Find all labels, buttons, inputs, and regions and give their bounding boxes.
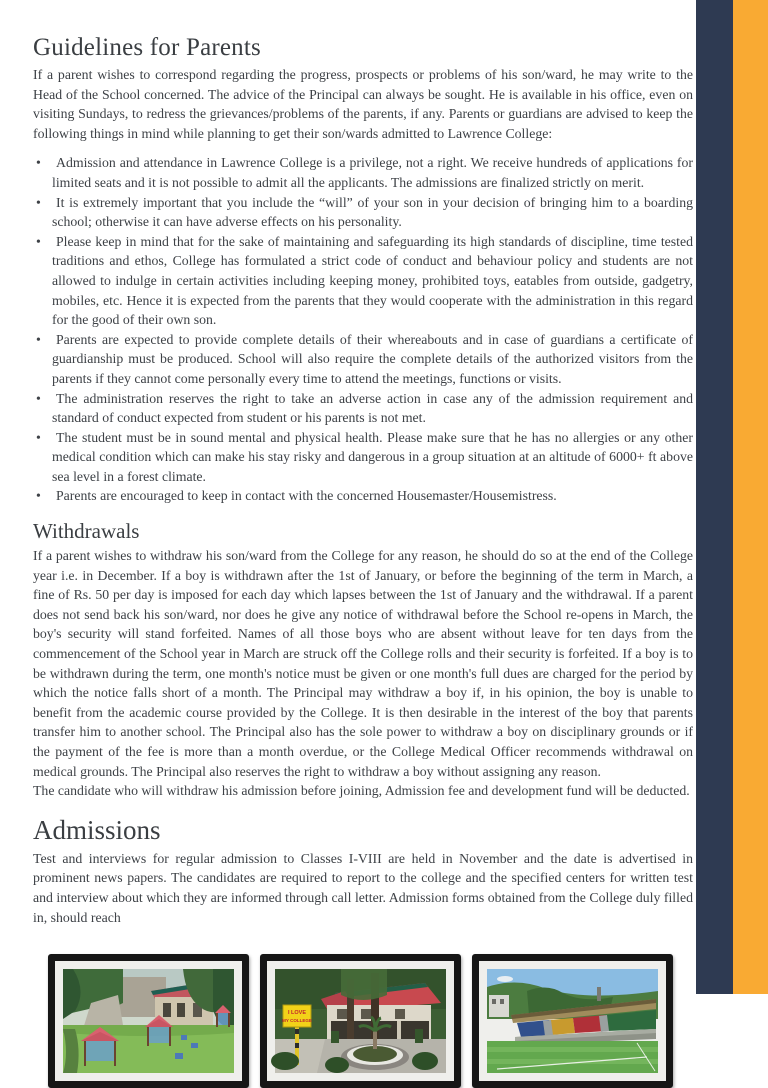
list-item (33, 389, 693, 428)
list-item (33, 330, 693, 389)
bullet-marker: • (36, 155, 41, 171)
photo-frame (472, 954, 673, 1088)
photo-mat (267, 961, 454, 1081)
guidelines-bullet-list (33, 153, 693, 506)
bullet-marker: • (36, 233, 41, 249)
navy-edge-stripe (696, 0, 733, 994)
bullet-text: Parents are encouraged to keep in contact with the concerned Housemaster/Housemistress. (56, 488, 557, 504)
withdrawals-note: The candidate who will withdraw his admission before joining, Admission fee and development fund will be deducted. (33, 783, 690, 799)
bullet-marker: • (36, 429, 41, 445)
list-item (33, 193, 693, 232)
bullet-text: Parents are expected to provide complete details of their whereabouts and in case of guardians a certificate of guardianship must be produced. School will also require the complete details of the authorized visitors from the parents if they cannot come personally every time to attend the meetings, functions or visits. (52, 331, 693, 386)
list-item (33, 486, 693, 506)
bullet-text: The student must be in sound mental and physical health. Please make sure that he has no allergies or any other medical condition which can make his stay risky and dangerous in a group situation at an altitude of 6000+ ft above sea level in a forest climate. (52, 429, 693, 484)
bullet-marker: • (36, 488, 41, 504)
withdrawals-body: If a parent wishes to withdraw his son/ward from the College for any reason, he should do so at the end of the College year i.e. in December. If a boy is withdrawn after the 1st of January, or before the beginning of the term in March, a fine of Rs. 50 per day is imposed for each day which lapses between the 1st of January and the withdrawal. If a parent does not send back his son/ward, nor does he give any notice of withdrawal before the School re-opens in March, the boy's security will stand forfeited. Names of all those boys who are absent without leave for ten days from the commencement of the School year in March are struck off the College rolls and their security is forfeited. If a boy is to be withdrawn during the term, one month's notice must be given or one month's full dues are charged for the period by which the notice falls short of a month. The Principal may withdraw a boy if, in his opinion, the boy is unable to benefit from the academic course provided by the College. It is then desirable in the interest of the boy that parents transfer him to another school. The Principal also has the sole power to withdraw a boy on disciplinary grounds or if the payment of the fee is more than a month overdue, or the College Medical Officer recommends withdrawal on medical grounds. The Principal also reserves the right to withdraw a boy without assigning any reason. (33, 548, 693, 779)
orange-edge-stripe (733, 0, 768, 994)
bullet-marker: • (36, 194, 41, 210)
college-sign-line1: I LOVE (287, 1010, 307, 1017)
bullet-text: The administration reserves the right to take an adverse action in case any of the admission requirement and standard of conduct expected from student or his parents is not met. (52, 390, 693, 426)
bullet-text: It is extremely important that you include the “will” of your son in your decision of bringing him to a boarding school; otherwise it can have adverse effects on his personality. (52, 194, 693, 230)
photo-frame (260, 954, 461, 1088)
guidelines-intro: If a parent wishes to correspond regarding the progress, prospects or problems of his son/ward, he may write to the Head of the School concerned. The advice of the Principal can always be sought. He is available in his office, even on visiting Sundays, to redress the grievances/problems of the parents, if any. Parents or guardians are advised to keep the following things in mind while planning to get their son/wards admitted to Lawrence College: (33, 67, 693, 141)
admissions-heading: Admissions (33, 814, 161, 845)
bullet-marker: • (36, 390, 41, 406)
photo-campus-gazebos (55, 961, 242, 1081)
list-item (33, 428, 693, 487)
photo-college-building (267, 961, 454, 1081)
photo-stadium (479, 961, 666, 1081)
photo-mat (55, 961, 242, 1081)
photo-row (48, 954, 693, 1088)
list-item (33, 153, 693, 192)
guidelines-heading: Guidelines for Parents (33, 34, 261, 61)
photo-mat (479, 961, 666, 1081)
list-item (33, 232, 693, 330)
admissions-body: Test and interviews for regular admission to Classes I-VIII are held in November and the date is advertised in prominent news papers. The candidates are required to report to the college and the specified centers for written test and interview about which they are informed through call letter. Admission forms obtained from the College duly filled in, should reach (33, 850, 693, 925)
photo-frame (48, 954, 249, 1088)
bullet-marker: • (36, 331, 41, 347)
bullet-text: Admission and attendance in Lawrence College is a privilege, not a right. We receive hundreds of applications for limited seats and it is not possible to admit all the applicants. The admissions are finalized strictly on merit. (52, 155, 693, 190)
page-content (33, 34, 693, 1088)
bullet-text: Please keep in mind that for the sake of maintaining and safeguarding its high standards of discipline, time tested traditions and ethos, College has formulated a strict code of conduct and behaviour policy and students are not allowed to indulge in certain activities including keeping money, prohibited toys, eatables from outside, gadgetry, mobiles, etc. Hence it is expected from the parents that they would cooperate with the administration in this regard for the good of their own son. (52, 233, 693, 328)
college-sign-line2: MY COLLEGE (282, 1018, 312, 1024)
withdrawals-heading: Withdrawals (33, 519, 140, 544)
